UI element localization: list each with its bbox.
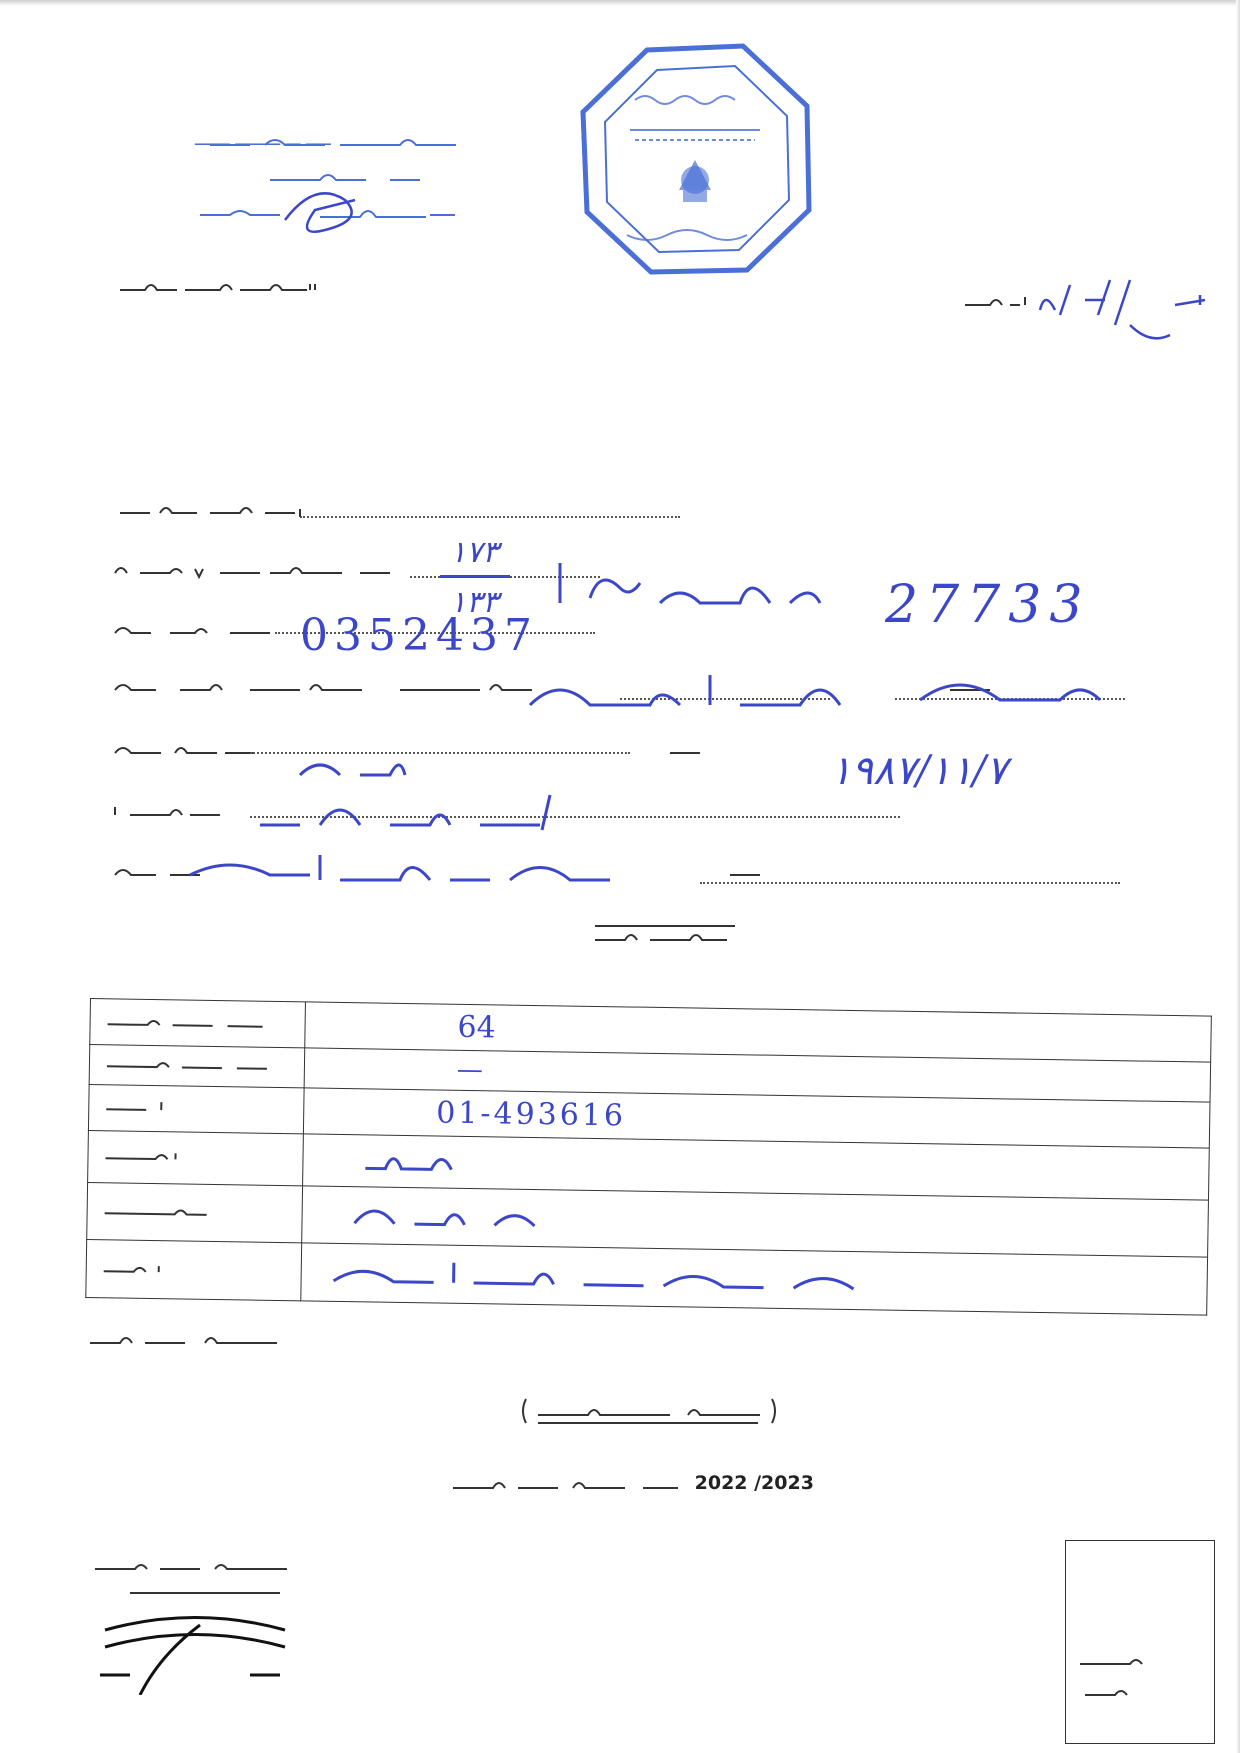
octagonal-stamp-icon	[575, 40, 815, 280]
info-table	[85, 998, 1212, 1316]
table-label-cell	[88, 1130, 304, 1186]
form-field-label-5	[110, 735, 270, 765]
field-phone-value: 0352437	[300, 610, 538, 661]
date-field	[955, 265, 1240, 385]
form-field-label-2	[110, 555, 410, 585]
field-date-value: ١٩٨٧/١١/٧	[830, 748, 1008, 794]
handwritten-scribble-7	[180, 840, 620, 900]
form-field-line-1	[115, 495, 680, 525]
bottom-left-emblem	[90, 1555, 300, 1695]
field-fraction-bottom: ١٣٣	[450, 585, 499, 620]
form-field-label-6	[110, 797, 240, 827]
printed-header-line	[115, 272, 325, 302]
handwritten-scribble-2	[550, 548, 840, 618]
table-value-text: 01-493616	[435, 1095, 627, 1134]
form-field-label-3	[110, 615, 290, 645]
blue-stamp-text-lines	[190, 125, 480, 250]
scan-top-edge	[0, 0, 1240, 6]
table-label-cell	[87, 1182, 303, 1243]
photo-box-label	[1075, 1650, 1145, 1710]
year-line-text-graphic	[448, 1470, 688, 1496]
academic-year-text: 2022 /2023	[694, 1471, 814, 1494]
dotted-line-7	[700, 882, 1120, 884]
dotted-line-1	[300, 516, 680, 518]
scan-right-edge	[1236, 0, 1240, 1753]
table-value-text: 64	[457, 1009, 497, 1046]
table-value-text: —	[456, 1055, 484, 1086]
printed-parenthetical-heading	[518, 1395, 780, 1427]
handwritten-scribble-6	[250, 785, 560, 845]
printed-subheading	[590, 922, 740, 952]
table-label-cell	[86, 1240, 302, 1301]
printed-footer-label	[85, 1325, 295, 1355]
academic-year-line	[448, 1470, 814, 1496]
photo-box	[1065, 1540, 1215, 1744]
table-label-cell	[89, 1045, 305, 1088]
label-5-right	[670, 752, 700, 754]
field-fraction-top: ١٧٣	[450, 535, 499, 570]
signature-icon	[285, 193, 355, 231]
fraction-bar	[440, 575, 510, 578]
blue-rectangular-stamp: ـــــــ ـــــــــ ـــ ـــــ	[195, 130, 331, 150]
handwritten-scribble-4	[520, 660, 1140, 720]
table-label-cell	[88, 1084, 304, 1133]
field-number-value: 27733	[885, 575, 1091, 635]
table-label-cell	[90, 999, 306, 1048]
